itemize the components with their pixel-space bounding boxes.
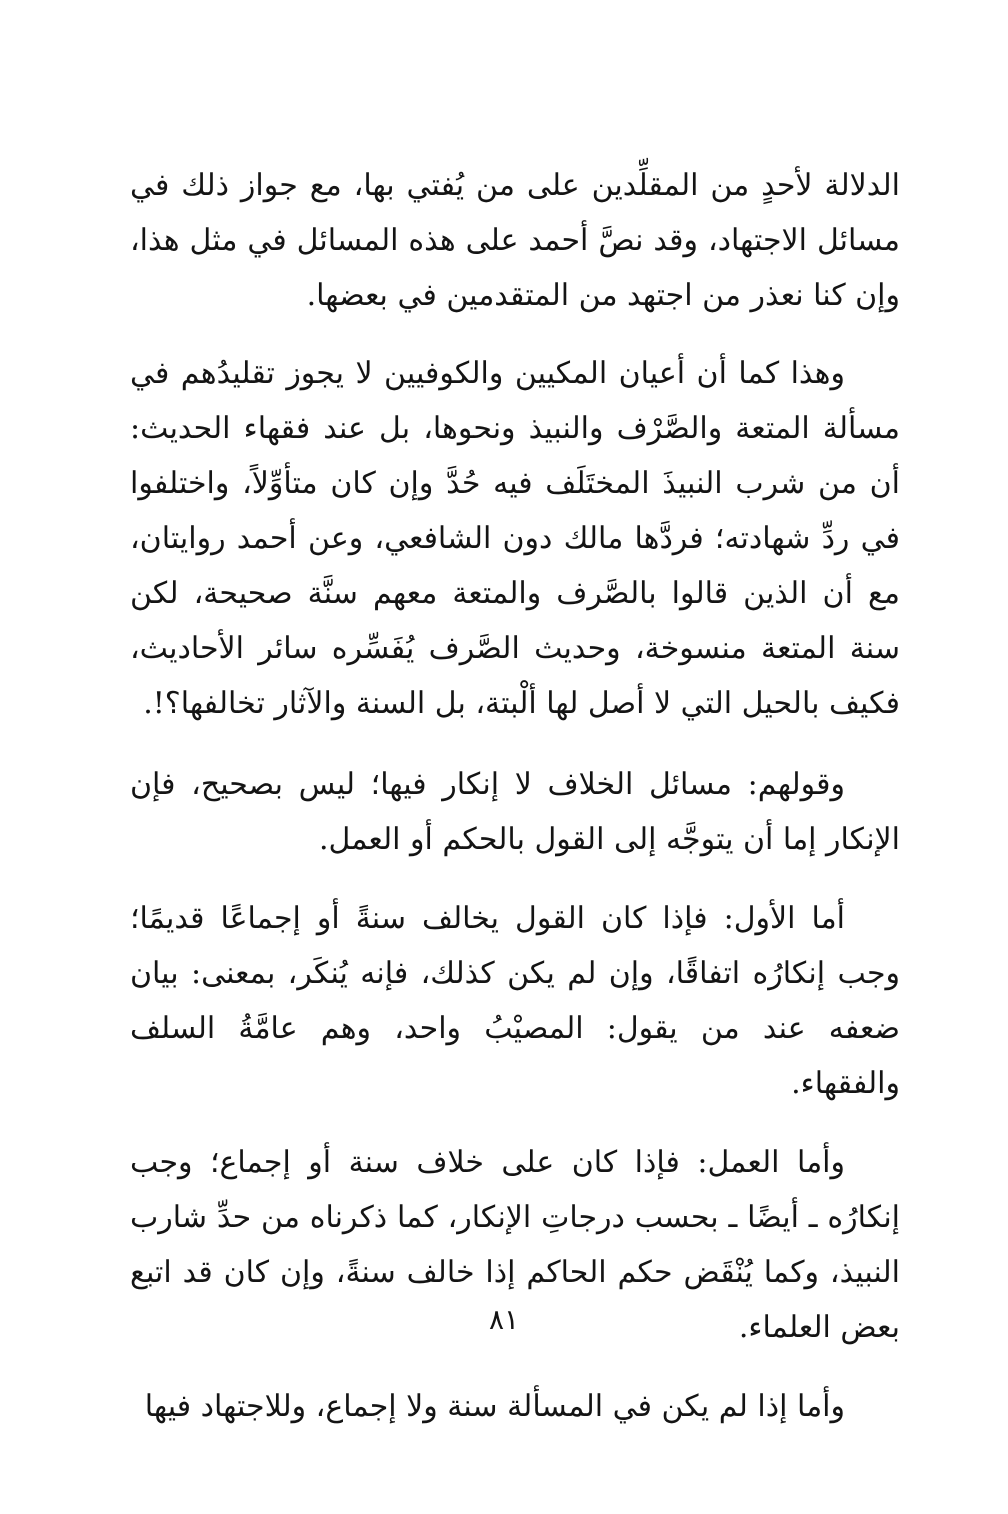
paragraph-5: وأما العمل: فإذا كان على خلاف سنة أو إجماع؛ وجب إنكارُه ـ أيضًا ـ بحسب درجاتِ الإنكار، كما ذكرناه من حدِّ شارب النبيذ، وكما يُنْقَض حكم الحاكم إذا خالف سنةً، وإن كان قد اتبع بعض العلماء.	[130, 1145, 900, 1345]
page-number: ٨١	[488, 1303, 520, 1336]
paragraph-4: أما الأول: فإذا كان القول يخالف سنةً أو إجماعًا قديمًا؛ وجب إنكارُه اتفاقًا، وإن لم يكن كذلك، فإنه يُنكَر، بمعنى: بيان ضعفه عند من يقول: المصيْبُ واحد، وهم عامَّةُ السلف والفقهاء.	[130, 901, 900, 1101]
paragraph-6: وأما إذا لم يكن في المسألة سنة ولا إجماع، وللاجتهاد فيها	[144, 1389, 845, 1424]
paragraph-1: الدلالة لأحدٍ من المقلِّدين على من يُفتي بها، مع جواز ذلك في مسائل الاجتهاد، وقد نصَّ أحمد على هذه المسائل في مثل هذا، وإن كنا نعذر من اجتهد من المتقدمين في بعضها.	[130, 168, 900, 313]
page-body	[130, 158, 900, 1424]
paragraph-2: وهذا كما أن أعيان المكيين والكوفيين لا يجوز تقليدُهم في مسألة المتعة والصَّرْف والنبيذ ونحوها، بل عند فقهاء الحديث: أن من شرب النبيذَ المختَلَف فيه حُدَّ وإن كان متأوِّلاً، واختلفوا في ردِّ شهادته؛ فردَّها مالك دون الشافعي، وعن أحمد روايتان، مع أن الذين قالوا بالصَّرف والمتعة معهم سنَّة صحيحة، لكن سنة المتعة منسوخة، وحديث الصَّرف يُفَسِّره سائر الأحاديث، فكيف بالحيل التي لا أصل لها ألْبتة، بل السنة والآثار تخالفها؟!.	[130, 356, 900, 721]
paragraph-3: وقولهم: مسائل الخلاف لا إنكار فيها؛ ليس بصحيح، فإن الإنكار إما أن يتوجَّه إلى القول بالحكم أو العمل.	[130, 767, 900, 857]
